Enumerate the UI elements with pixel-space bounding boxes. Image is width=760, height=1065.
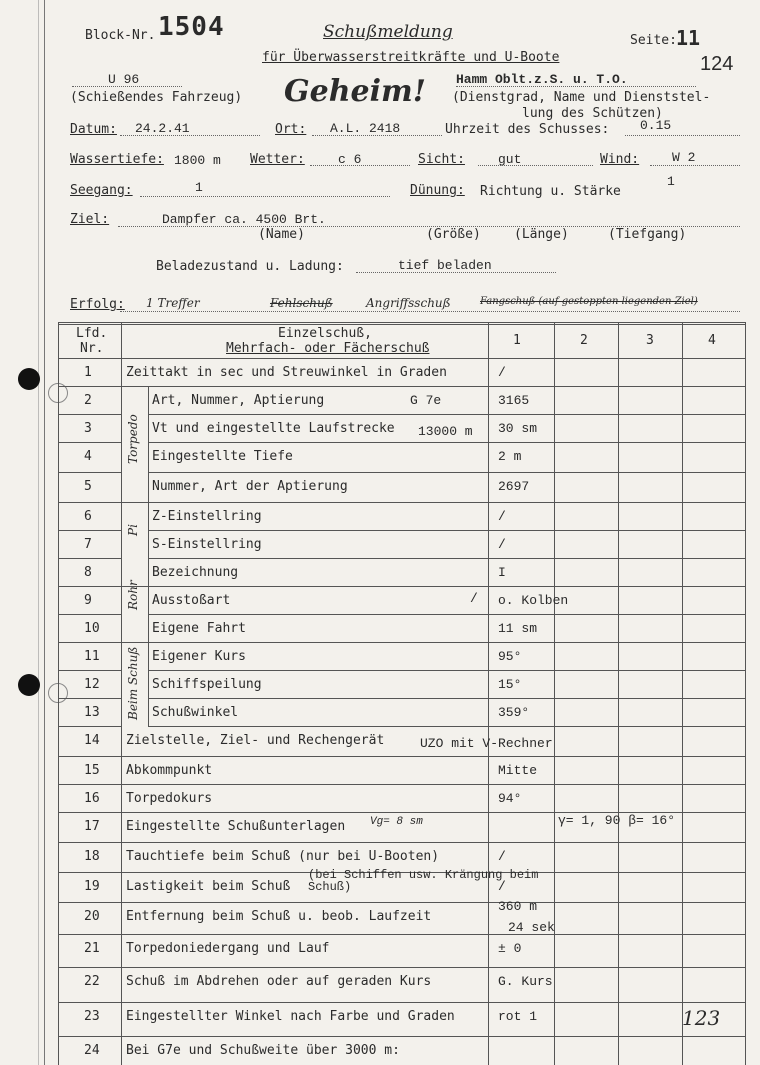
row-number: 10 xyxy=(84,621,100,636)
row-number: 2 xyxy=(84,393,92,408)
row-number: 4 xyxy=(84,449,92,464)
table-row-border xyxy=(58,530,121,531)
ziel-name-caption: (Name) xyxy=(258,227,305,242)
row-label: Eigene Fahrt xyxy=(152,621,246,636)
table-row-border xyxy=(148,530,746,531)
ziel-label: Ziel: xyxy=(70,212,110,227)
table-row-border xyxy=(148,472,746,473)
duenung-caption: Richtung u. Stärke xyxy=(480,184,621,199)
table-row-border xyxy=(58,934,746,935)
row-label: Lastigkeit beim Schuß xyxy=(126,879,291,894)
seegang-label: Seegang: xyxy=(70,183,133,198)
binding-line xyxy=(38,0,39,1065)
row-label: S-Einstellring xyxy=(152,537,262,552)
table-column-border xyxy=(682,322,683,1065)
row-number: 11 xyxy=(84,649,100,664)
group-column-border xyxy=(148,386,149,726)
row-label: Schiffspeilung xyxy=(152,677,262,692)
table-row-border xyxy=(58,698,121,699)
row-label: Tauchtiefe beim Schuß (nur bei U-Booten) xyxy=(126,849,440,864)
row-number: 12 xyxy=(84,677,100,692)
table-row-border xyxy=(148,414,746,415)
erfolg-angriffsschuss: Angriffsschuß xyxy=(366,296,451,310)
row-20-laufzeit: 24 sek xyxy=(508,920,555,935)
table-row-border xyxy=(148,558,746,559)
row-number: 20 xyxy=(84,909,100,924)
shot-1-value: 11 sm xyxy=(498,621,538,636)
shooter-value: Hamm Oblt.z.S. u. T.O. xyxy=(456,72,628,87)
table-row-border xyxy=(58,670,121,671)
row-number: 5 xyxy=(84,479,92,494)
ziel-tiefgang-caption: (Tiefgang) xyxy=(608,227,687,242)
shot-1-value: 360 m xyxy=(498,899,538,914)
row-number: 7 xyxy=(84,537,92,552)
table-top-border-double xyxy=(58,324,746,325)
ort-label: Ort: xyxy=(275,122,307,137)
datum-value: 24.2.41 xyxy=(135,121,190,136)
table-row-border xyxy=(58,386,746,387)
row-label: Schußwinkel xyxy=(152,705,239,720)
row-number: 14 xyxy=(84,733,100,748)
row-number: 18 xyxy=(84,849,100,864)
table-row-border xyxy=(58,614,121,615)
table-row-border xyxy=(58,756,746,757)
shot-1-value: UZO mit V-Rechner xyxy=(420,736,553,751)
beladezustand-value: tief beladen xyxy=(398,258,492,273)
row-extra: 13000 m xyxy=(418,424,473,439)
vessel-caption: (Schießendes Fahrzeug) xyxy=(70,90,243,105)
uhrzeit-label: Uhrzeit des Schusses: xyxy=(445,122,610,137)
row-23-note: 123 xyxy=(682,1006,721,1030)
sicht-value: gut xyxy=(498,152,522,167)
shot-1-value: I xyxy=(498,565,506,580)
ziel-groesse-caption: (Größe) xyxy=(426,227,481,242)
row-number: 23 xyxy=(84,1009,100,1024)
shot-1-value: 2 m xyxy=(498,449,522,464)
page-label: Seite: xyxy=(630,33,677,48)
row-label: Bezeichnung xyxy=(152,565,239,580)
table-top-border xyxy=(58,322,746,323)
shot-1-value: 15° xyxy=(498,677,522,692)
row-label: Torpedoniedergang und Lauf xyxy=(126,941,330,956)
row-label: Eingestellter Winkel nach Farbe und Graden xyxy=(126,1009,455,1024)
duenung-value: 1 xyxy=(667,174,675,189)
row-label: Nummer, Art der Aptierung xyxy=(152,479,348,494)
row-extra: G 7e xyxy=(410,393,442,408)
table-column-border xyxy=(58,322,59,1065)
block-number: 1504 xyxy=(158,12,225,42)
table-column-border xyxy=(618,322,619,1065)
row-number: 22 xyxy=(84,974,100,989)
secret-stamp: Geheim! xyxy=(284,74,426,109)
table-row-border xyxy=(58,586,746,587)
erfolg-label: Erfolg: xyxy=(70,297,125,312)
table-row-border xyxy=(148,698,746,699)
shot-1-value: ± 0 xyxy=(498,941,522,956)
table-row-border xyxy=(148,614,746,615)
punch-hole xyxy=(18,368,40,390)
row-label: Zeittakt in sec und Streuwinkel in Graden xyxy=(126,365,447,380)
wetter-value: c 6 xyxy=(338,152,362,167)
row-number: 6 xyxy=(84,509,92,524)
shot-1-value: / xyxy=(498,365,506,380)
table-row-border xyxy=(148,670,746,671)
wassertiefe-value: 1800 m xyxy=(174,153,221,168)
column-header-2: 2 xyxy=(580,333,588,348)
datum-label: Datum: xyxy=(70,122,117,137)
table-row-border xyxy=(58,442,121,443)
shot-1-value: γ= 1, 90 β= 16° xyxy=(558,813,676,828)
shot-1-value: 2697 xyxy=(498,479,530,494)
column-header-4: 4 xyxy=(708,333,716,348)
row-extra: (bei Schiffen usw. Krängung beim Schuß) xyxy=(308,868,539,894)
row-number: 19 xyxy=(84,879,100,894)
margin-line xyxy=(44,0,45,1065)
sicht-label: Sicht: xyxy=(418,152,465,167)
table-row-border xyxy=(58,502,746,503)
table-row-border xyxy=(58,784,746,785)
ziel-laenge-caption: (Länge) xyxy=(514,227,569,242)
group-label-beim-schuss: Beim Schuß xyxy=(126,646,140,720)
shot-table xyxy=(58,322,746,1065)
punch-hole xyxy=(18,674,40,696)
table-row-border xyxy=(58,1002,746,1003)
vessel-value: U 96 xyxy=(108,72,140,87)
row-label: Art, Nummer, Aptierung xyxy=(152,393,325,408)
wind-label: Wind: xyxy=(600,152,640,167)
wetter-label: Wetter: xyxy=(250,152,305,167)
shooter-caption-1: (Dienstgrad, Name und Dienststel- xyxy=(452,90,711,105)
row-label: Ausstoßart xyxy=(152,593,231,608)
beladezustand-label: Beladezustand u. Ladung: xyxy=(156,259,344,274)
ziel-value: Dampfer ca. 4500 Brt. xyxy=(162,212,326,227)
shot-1-value: o. Kolben xyxy=(498,593,569,608)
shooter-caption-2: lung des Schützen) xyxy=(522,106,663,121)
column-header-title: Einzelschuß, xyxy=(278,326,372,341)
table-row-border xyxy=(58,726,121,727)
row-number: 9 xyxy=(84,593,92,608)
group-label-rohr: Rohr xyxy=(126,580,140,610)
form-title: Schußmeldung xyxy=(323,22,453,42)
row-number: 24 xyxy=(84,1043,100,1058)
row-number: 15 xyxy=(84,763,100,778)
group-label-pi: Pi xyxy=(126,524,140,536)
shot-1-value: G. Kurs xyxy=(498,974,553,989)
row-extra: Vg= 8 sm xyxy=(370,816,423,828)
shot-1-value: / xyxy=(498,509,506,524)
block-label: Block-Nr. xyxy=(85,28,156,43)
shot-1-value: rot 1 xyxy=(498,1009,538,1024)
column-header-1: 1 xyxy=(513,333,521,348)
table-row-border xyxy=(58,967,746,968)
erfolg-fehlschuss: Fehlschuß xyxy=(270,296,333,310)
column-header-nr: Nr. xyxy=(80,341,104,356)
row-label: Eingestellte Tiefe xyxy=(152,449,293,464)
table-row-border xyxy=(58,558,121,559)
row-number: 17 xyxy=(84,819,100,834)
column-header-subtitle: Mehrfach- oder Fächerschuß xyxy=(226,341,430,356)
row-label: Vt und eingestellte Laufstrecke xyxy=(152,421,395,436)
table-row-border xyxy=(58,842,746,843)
row-label: Torpedokurs xyxy=(126,791,213,806)
shot-1-value: 359° xyxy=(498,705,530,720)
wind-value: W 2 xyxy=(672,150,696,165)
seegang-value: 1 xyxy=(195,180,203,195)
table-row-border xyxy=(58,642,746,643)
column-header-3: 3 xyxy=(646,333,654,348)
row-number: 16 xyxy=(84,791,100,806)
table-column-border xyxy=(488,322,489,1065)
table-row-border xyxy=(58,1036,746,1037)
shot-1-value: 95° xyxy=(498,649,522,664)
row-label: Abkommpunkt xyxy=(126,763,213,778)
table-row-border xyxy=(148,726,746,727)
row-number: 13 xyxy=(84,705,100,720)
table-row-border xyxy=(58,414,121,415)
row-number: 21 xyxy=(84,941,100,956)
row-label: Bei G7e und Schußweite über 3000 m: xyxy=(126,1043,400,1058)
page-stamp: 124 xyxy=(700,53,734,75)
table-row-border xyxy=(148,442,746,443)
wassertiefe-label: Wassertiefe: xyxy=(70,152,164,167)
row-number: 1 xyxy=(84,365,92,380)
page-number: 11 xyxy=(676,26,701,50)
row-label: Schuß im Abdrehen oder auf geraden Kurs xyxy=(126,974,432,989)
row-label: Entfernung beim Schuß u. beob. Laufzeit xyxy=(126,909,432,924)
row-number: 3 xyxy=(84,421,92,436)
table-column-border xyxy=(745,322,746,1065)
shot-1-value: 3165 xyxy=(498,393,530,408)
row-extra: / xyxy=(470,591,478,606)
table-column-border xyxy=(121,322,122,1065)
ort-value: A.L. 2418 xyxy=(330,121,401,136)
shot-1-value: 94° xyxy=(498,791,522,806)
shot-1-value: Mitte xyxy=(498,763,538,778)
table-row-border xyxy=(58,902,746,903)
group-label-torpedo: Torpedo xyxy=(126,414,140,464)
shot-1-value: / xyxy=(498,849,506,864)
erfolg-treffer: 1 Treffer xyxy=(146,296,200,310)
row-label: Eingestellte Schußunterlagen xyxy=(126,819,346,834)
shot-1-value: / xyxy=(498,879,506,894)
shot-1-value: 30 sm xyxy=(498,421,538,436)
uhrzeit-value: 0.15 xyxy=(640,118,672,133)
table-row-border xyxy=(58,472,121,473)
column-header-lfd: Lfd. xyxy=(76,326,108,341)
row-label: Eigener Kurs xyxy=(152,649,246,664)
table-column-border xyxy=(554,322,555,1065)
table-row-border xyxy=(58,358,746,359)
form-subtitle: für Überwasserstreitkräfte und U-Boote xyxy=(262,50,560,65)
shot-1-value: / xyxy=(498,537,506,552)
row-number: 8 xyxy=(84,565,92,580)
erfolg-fangschuss: Fangschuß (auf gestoppten liegenden Ziel) xyxy=(480,296,698,307)
row-label: Z-Einstellring xyxy=(152,509,262,524)
row-label: Zielstelle, Ziel- und Rechengerät xyxy=(126,733,385,748)
duenung-label: Dünung: xyxy=(410,183,465,198)
